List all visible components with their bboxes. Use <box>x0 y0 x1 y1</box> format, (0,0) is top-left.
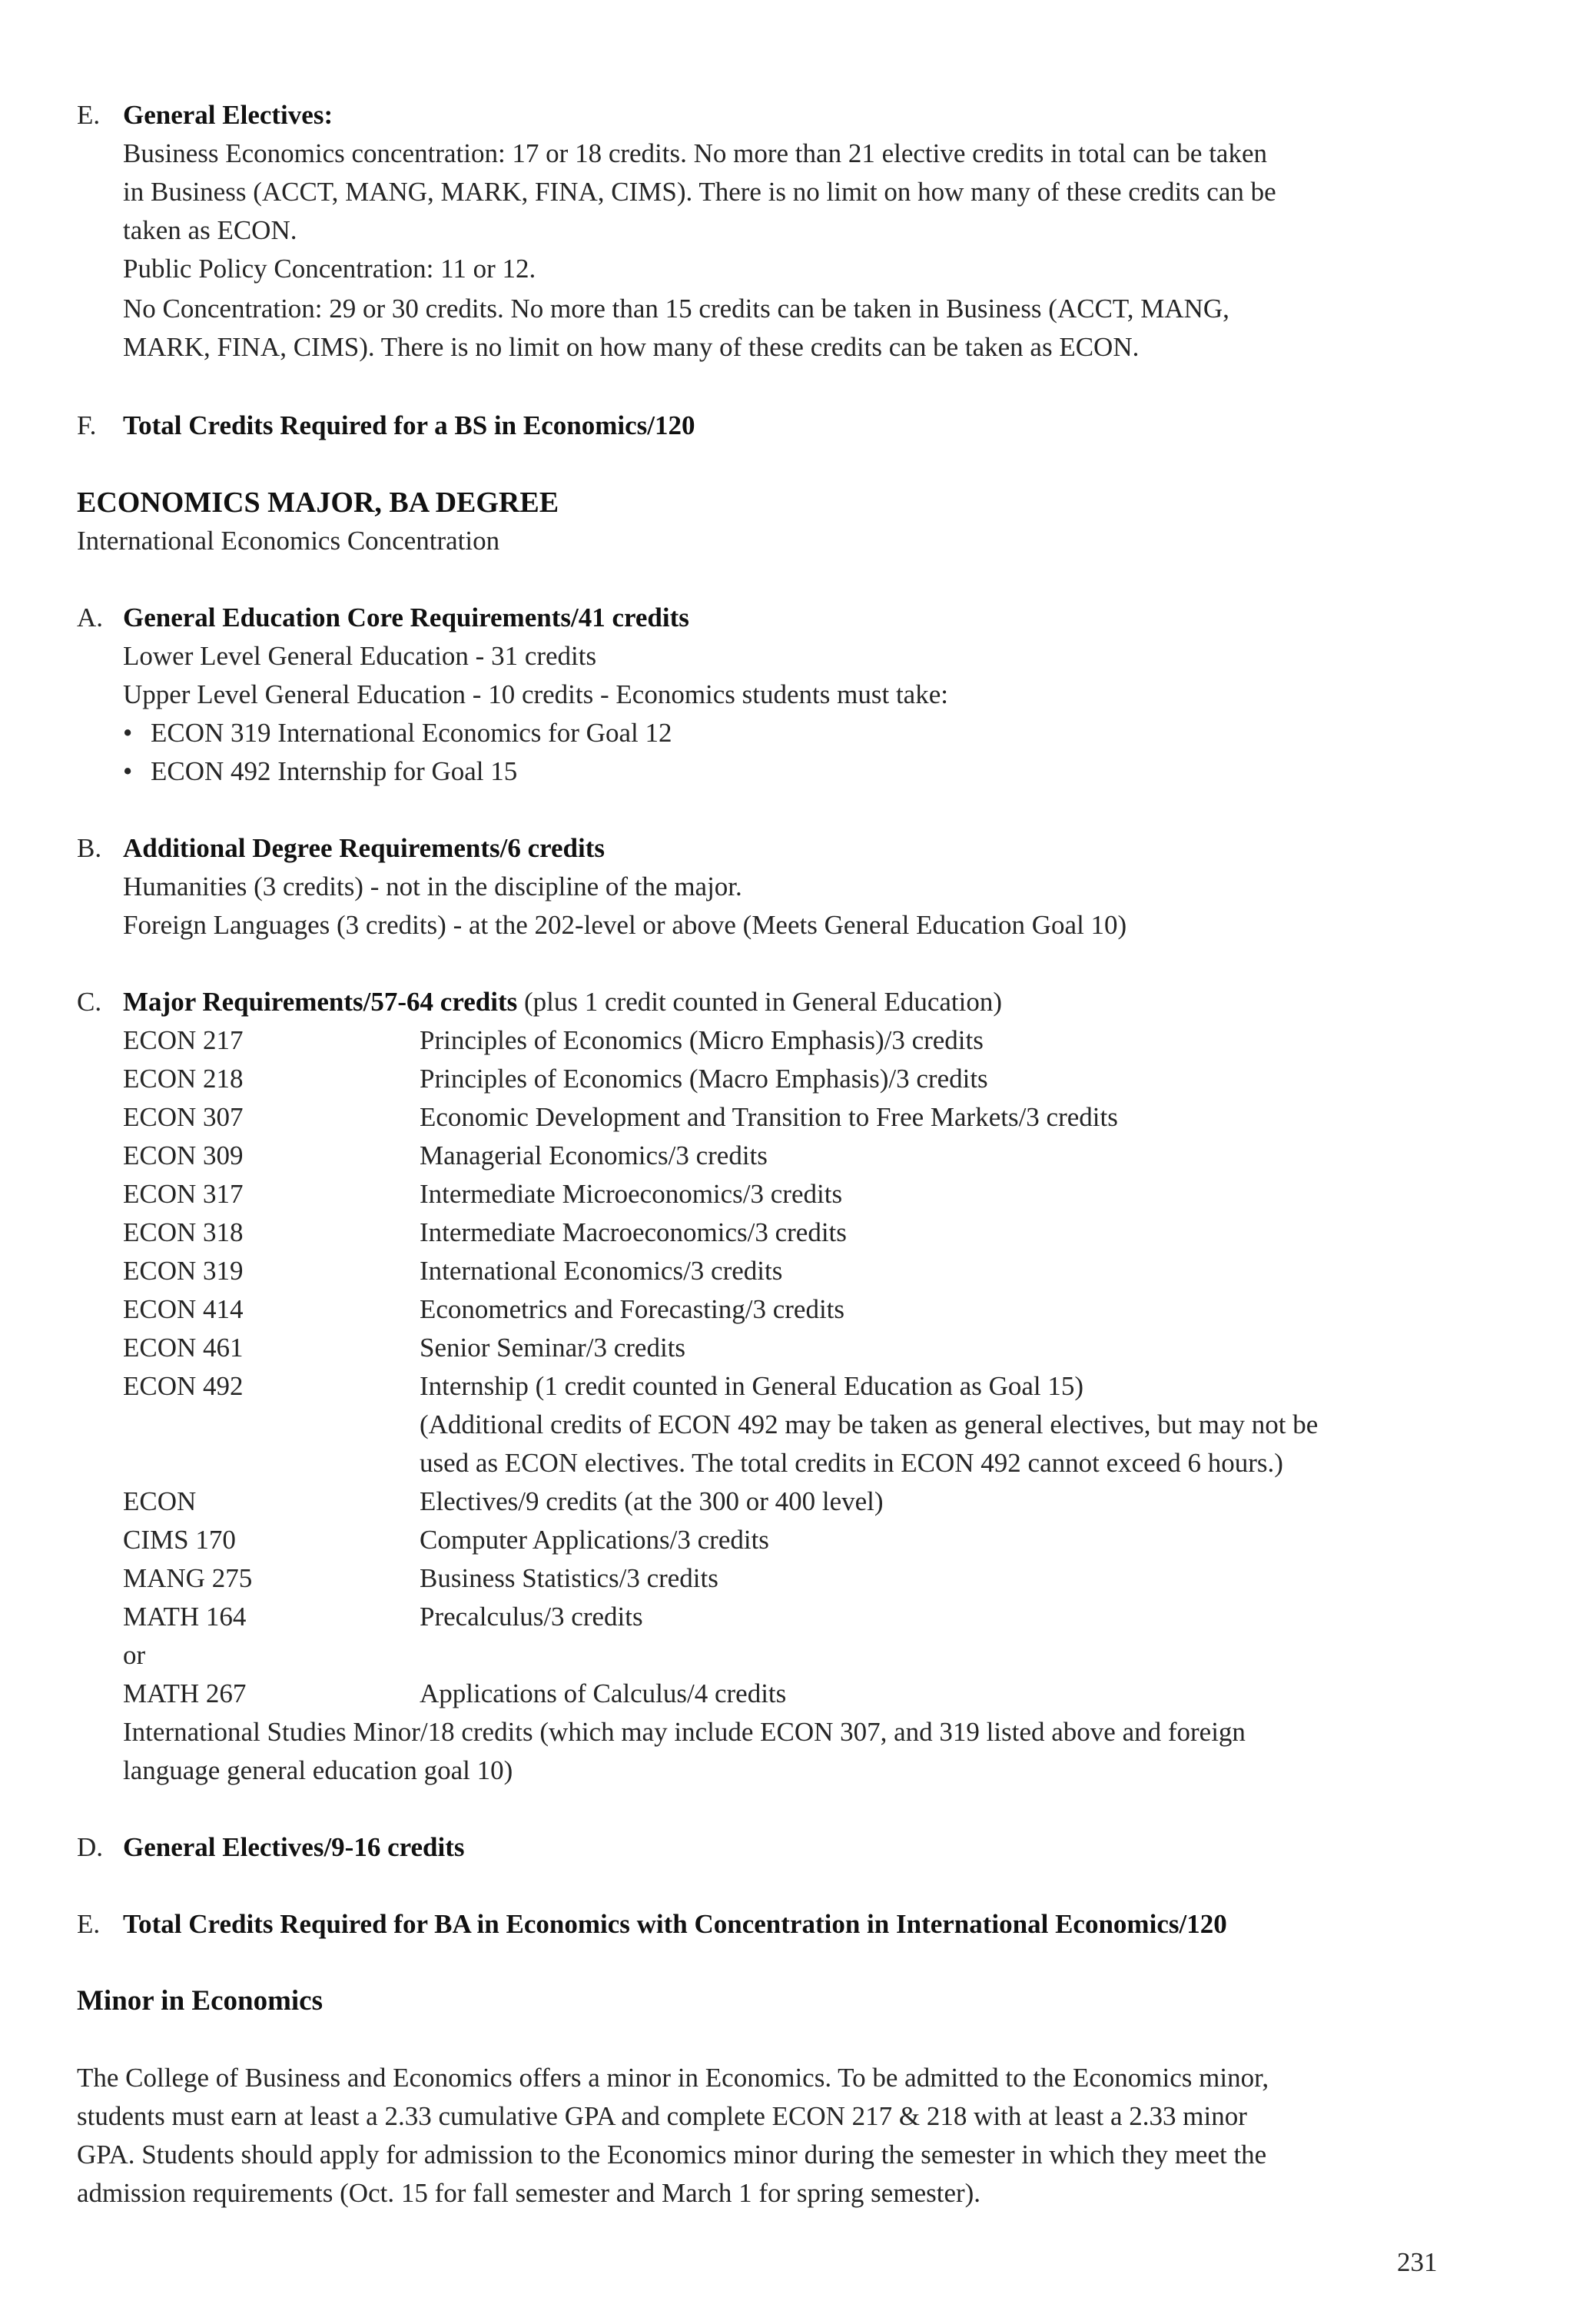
course-desc: Econometrics and Forecasting/3 credits <box>420 1294 845 1324</box>
course-desc: Senior Seminar/3 credits <box>420 1333 686 1363</box>
major-title: ECONOMICS MAJOR, BA DEGREE <box>77 486 559 519</box>
page-number: 231 <box>1397 2247 1438 2277</box>
course-code: ECON 319 <box>123 1256 244 1286</box>
text-line: Upper Level General Education - 10 credits - Economics students must take: <box>123 679 948 709</box>
section-letter: E. <box>77 100 101 130</box>
text-line: in Business (ACCT, MANG, MARK, FINA, CIMS). There is no limit on how many of these credits can be <box>123 177 1276 207</box>
course-desc: Precalculus/3 credits <box>420 1602 643 1632</box>
section-letter: F. <box>77 410 97 440</box>
course-desc: Principles of Economics (Micro Emphasis)/3 credits <box>420 1025 984 1055</box>
section-letter: D. <box>77 1832 104 1862</box>
section-heading: General Education Core Requirements/41 credits <box>123 603 689 632</box>
course-code: CIMS 170 <box>123 1525 236 1555</box>
course-desc: Electives/9 credits (at the 300 or 400 level) <box>420 1486 884 1516</box>
text-line: GPA. Students should apply for admission to the Economics minor during the semester in which they meet the <box>77 2140 1267 2170</box>
course-desc-continued: (Additional credits of ECON 492 may be taken as general electives, but may not be <box>420 1409 1319 1439</box>
course-code: ECON 217 <box>123 1025 244 1055</box>
course-desc: Internship (1 credit counted in General Education as Goal 15) <box>420 1371 1084 1401</box>
section-letter: C. <box>77 987 102 1017</box>
section-heading: Total Credits Required for a BS in Economics/120 <box>123 410 695 440</box>
text-line: students must earn at least a 2.33 cumulative GPA and complete ECON 217 & 218 with at least a 2.33 minor <box>77 2101 1247 2131</box>
section-heading-note: (plus 1 credit counted in General Education) <box>517 987 1003 1017</box>
course-code: ECON 414 <box>123 1294 244 1324</box>
bullet-text: ECON 492 Internship for Goal 15 <box>151 756 518 786</box>
text-line: Foreign Languages (3 credits) - at the 202-level or above (Meets General Education Goal 10) <box>123 910 1127 940</box>
course-code: MANG 275 <box>123 1563 253 1593</box>
course-code: ECON 307 <box>123 1102 244 1132</box>
section-heading: Additional Degree Requirements/6 credits <box>123 833 606 863</box>
section-heading: General Electives: <box>123 100 333 130</box>
text-line: The College of Business and Economics offers a minor in Economics. To be admitted to the Economics minor, <box>77 2063 1269 2093</box>
section-heading: Total Credits Required for BA in Economics with Concentration in International Economics/120 <box>123 1909 1227 1939</box>
course-desc: International Economics/3 credits <box>420 1256 783 1286</box>
section-heading-line <box>123 985 1002 1019</box>
course-code: ECON 492 <box>123 1371 244 1401</box>
section-letter: B. <box>77 833 102 863</box>
section-heading: Major Requirements/57-64 credits <box>123 987 518 1017</box>
text-line: Humanities (3 credits) - not in the discipline of the major. <box>123 872 742 901</box>
text-line: MARK, FINA, CIMS). There is no limit on how many of these credits can be taken as ECON. <box>123 332 1140 362</box>
text-line: taken as ECON. <box>123 215 297 245</box>
bullet-icon: • <box>123 756 133 786</box>
text-line: International Studies Minor/18 credits (which may include ECON 307, and 319 listed above and foreign <box>123 1717 1246 1747</box>
course-code: MATH 267 <box>123 1678 247 1708</box>
text-line: language general education goal 10) <box>123 1755 513 1785</box>
course-desc: Economic Development and Transition to Free Markets/3 credits <box>420 1102 1118 1132</box>
text-line: Public Policy Concentration: 11 or 12. <box>123 254 536 284</box>
section-letter: E. <box>77 1909 101 1939</box>
course-desc-continued: used as ECON electives. The total credits in ECON 492 cannot exceed 6 hours.) <box>420 1448 1283 1478</box>
bullet-icon: • <box>123 718 133 748</box>
section-letter: A. <box>77 603 104 632</box>
course-code: ECON 218 <box>123 1064 244 1094</box>
course-code: ECON 318 <box>123 1217 244 1247</box>
course-desc: Business Statistics/3 credits <box>420 1563 718 1593</box>
course-or: or <box>123 1640 146 1670</box>
bullet-item <box>123 716 672 750</box>
text-line: admission requirements (Oct. 15 for fall semester and March 1 for spring semester). <box>77 2178 981 2208</box>
course-code: ECON 317 <box>123 1179 244 1209</box>
course-desc: Intermediate Microeconomics/3 credits <box>420 1179 843 1209</box>
course-desc: Principles of Economics (Macro Emphasis)/3 credits <box>420 1064 988 1094</box>
course-code: ECON <box>123 1486 197 1516</box>
section-heading: General Electives/9-16 credits <box>123 1832 465 1862</box>
course-code: ECON 461 <box>123 1333 244 1363</box>
minor-title: Minor in Economics <box>77 1985 323 2017</box>
major-subtitle: International Economics Concentration <box>77 526 500 556</box>
text-line: No Concentration: 29 or 30 credits. No more than 15 credits can be taken in Business (ACCT, MANG, <box>123 294 1229 324</box>
text-line: Business Economics concentration: 17 or 18 credits. No more than 21 elective credits in total can be taken <box>123 138 1268 168</box>
course-desc: Computer Applications/3 credits <box>420 1525 769 1555</box>
course-code: ECON 309 <box>123 1140 244 1170</box>
course-desc: Managerial Economics/3 credits <box>420 1140 768 1170</box>
bullet-item <box>123 755 517 788</box>
course-desc: Applications of Calculus/4 credits <box>420 1678 787 1708</box>
text-line: Lower Level General Education - 31 credits <box>123 641 597 671</box>
bullet-text: ECON 319 International Economics for Goal 12 <box>151 718 672 748</box>
course-desc: Intermediate Macroeconomics/3 credits <box>420 1217 847 1247</box>
course-code: MATH 164 <box>123 1602 247 1632</box>
